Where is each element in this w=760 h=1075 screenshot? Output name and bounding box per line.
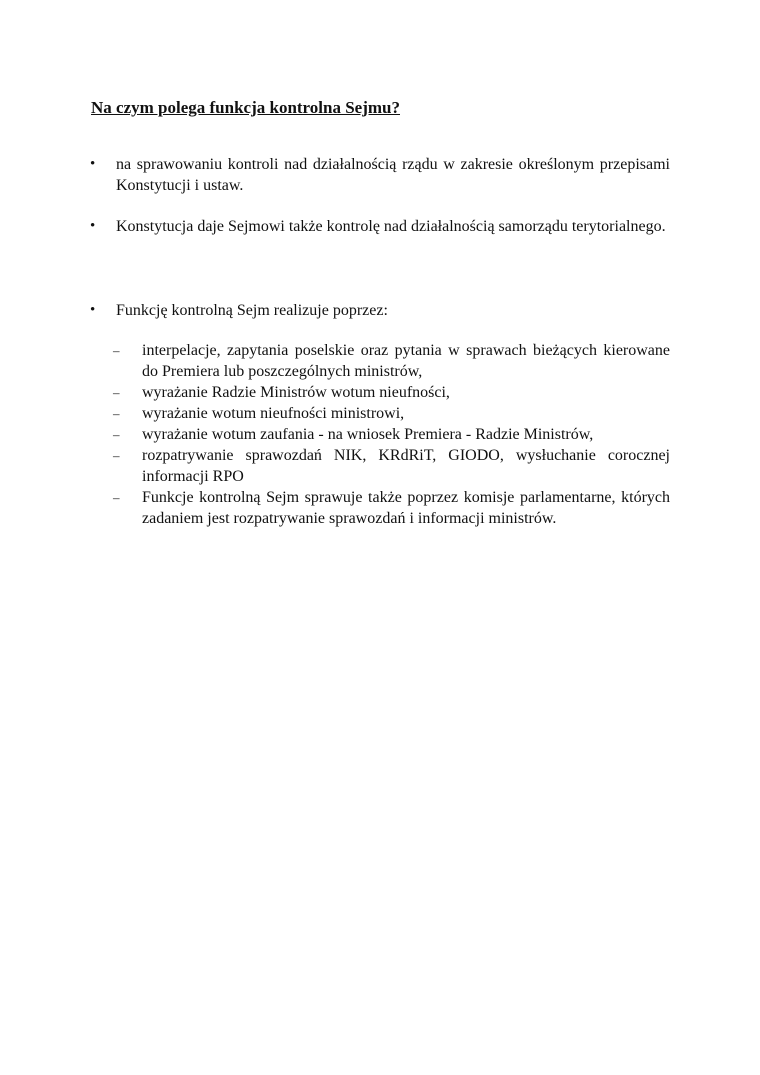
bullet-icon: •: [90, 302, 96, 318]
sub-list: [113, 340, 670, 529]
sub-list-item: [113, 382, 670, 403]
dash-icon: –: [113, 406, 120, 421]
bullet-text: Funkcję kontrolną Sejm realizuje poprzez:: [116, 302, 388, 319]
list-item: [88, 216, 670, 237]
sub-list-item: [113, 403, 670, 424]
sub-list-item: [113, 424, 670, 445]
bullet-icon: •: [90, 218, 96, 234]
dash-icon: –: [113, 490, 120, 505]
list-item: [88, 300, 670, 321]
sub-item-text: wyrażanie wotum zaufania - na wniosek Premiera - Radzie Ministrów,: [142, 426, 594, 443]
sub-item-text: wyrażanie Radzie Ministrów wotum nieufności,: [142, 384, 450, 401]
dash-icon: –: [113, 385, 120, 400]
list-item: [88, 154, 670, 196]
dash-icon: –: [113, 343, 120, 358]
dash-icon: –: [113, 427, 120, 442]
sub-item-text: Funkcje kontrolną Sejm sprawuje także poprzez komisje parlamentarne, których zadaniem jest rozpatrywanie sprawozdań i informacji ministrów.: [142, 489, 670, 527]
sub-item-text: rozpatrywanie sprawozdań NIK, KRdRiT, GIODO, wysłuchanie corocznej informacji RPO: [142, 447, 670, 485]
bullet-text: Konstytucja daje Sejmowi także kontrolę nad działalnością samorządu terytorialnego.: [116, 218, 666, 235]
bullet-icon: •: [90, 156, 96, 172]
sub-item-text: wyrażanie wotum nieufności ministrowi,: [142, 405, 405, 422]
sub-item-text: interpelacje, zapytania poselskie oraz pytania w sprawach bieżących kierowane do Premiera lub poszczególnych ministrów,: [142, 342, 670, 380]
sub-list-item: [113, 445, 670, 487]
sub-list-item: [113, 487, 670, 529]
sub-list-item: [113, 340, 670, 382]
bullet-text: na sprawowaniu kontroli nad działalnością rządu w zakresie określonym przepisami Konstytucji i ustaw.: [116, 156, 670, 194]
page-title: Na czym polega funkcja kontrolna Sejmu?: [91, 98, 400, 117]
dash-icon: –: [113, 448, 120, 463]
